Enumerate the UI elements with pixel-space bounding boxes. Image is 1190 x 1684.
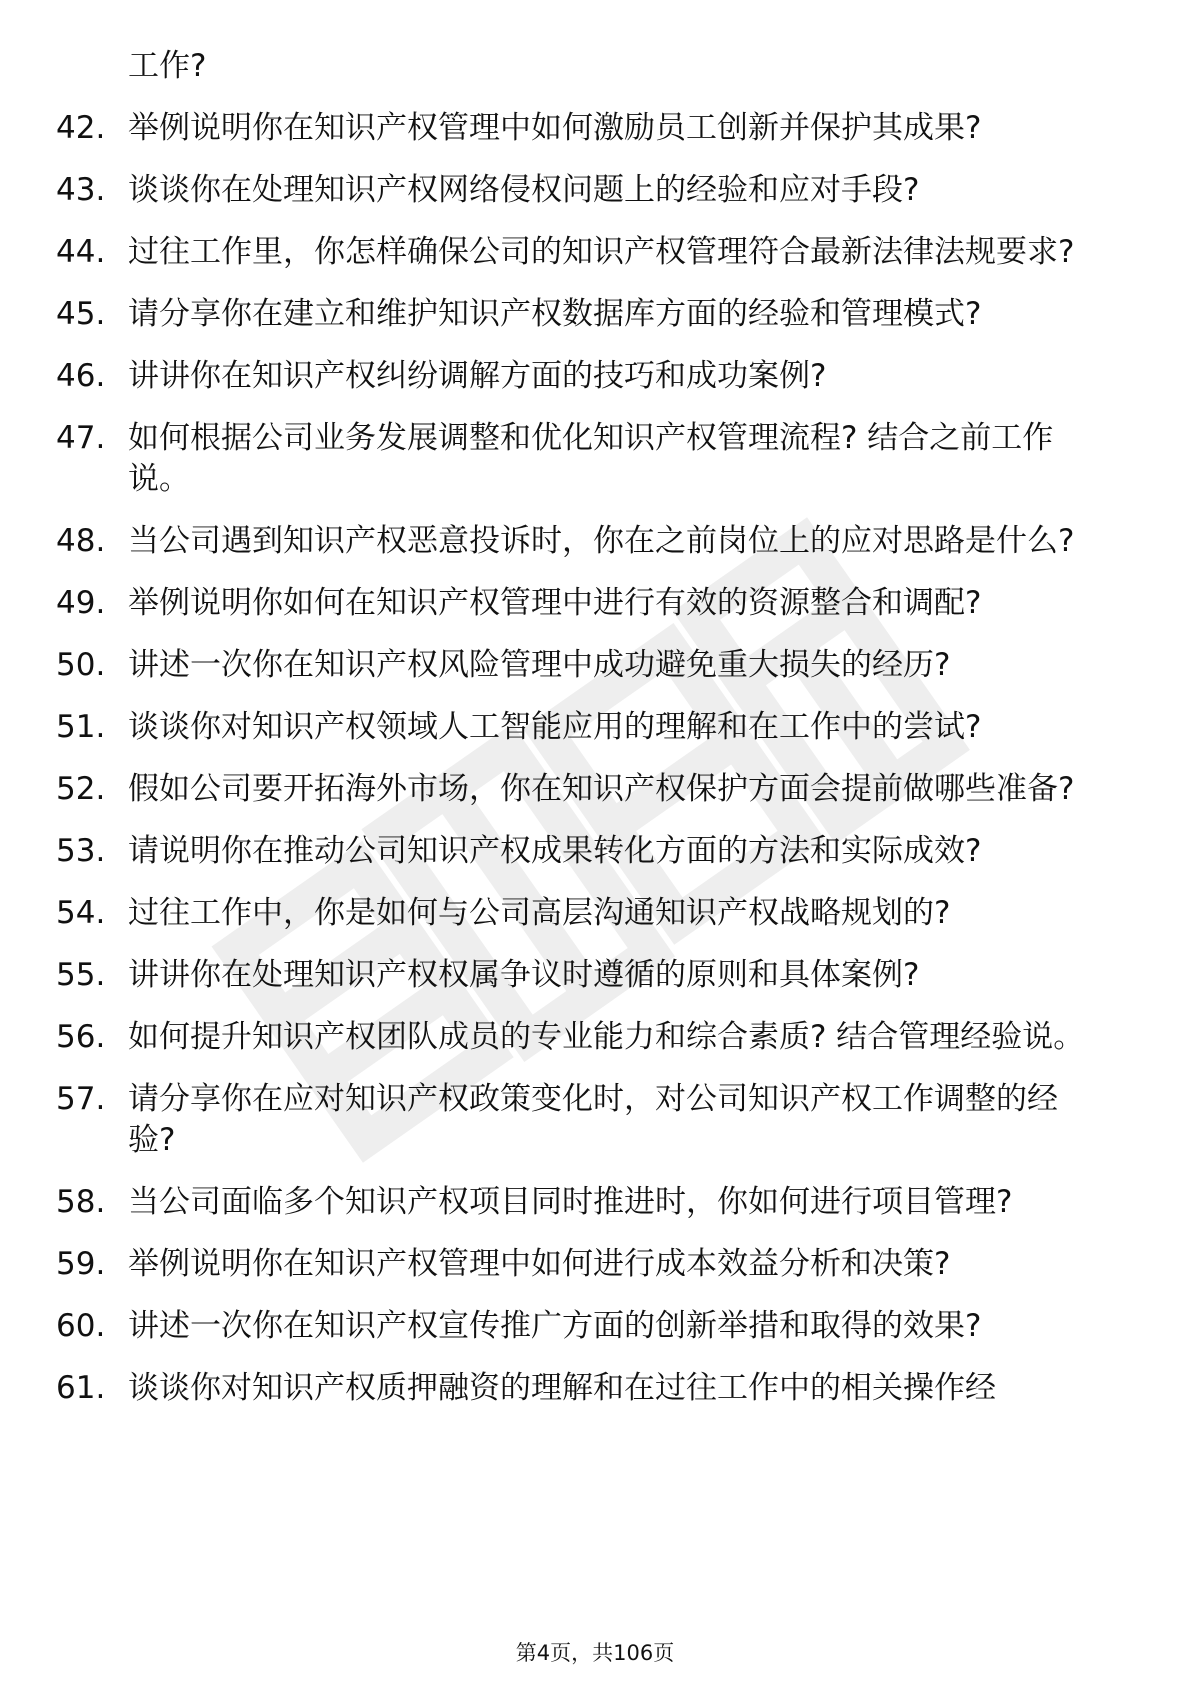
question-number: 49. [56, 585, 106, 621]
question-text: 如何提升知识产权团队成员的专业能力和综合素质? 结合管理经验说。 [128, 1019, 1085, 1055]
list-item [56, 108, 1116, 149]
question-text: 举例说明你在知识产权管理中如何进行成本效益分析和决策? [128, 1246, 951, 1282]
question-text: 讲讲你在处理知识产权权属争议时遵循的原则和具体案例? [128, 957, 920, 993]
question-text: 假如公司要开拓海外市场，你在知识产权保护方面会提前做哪些准备? [128, 771, 1075, 807]
question-text: 请说明你在推动公司知识产权成果转化方面的方法和实际成效? [128, 833, 982, 869]
list-item [56, 170, 1116, 211]
list-item [56, 769, 1116, 810]
list-item [56, 1017, 1116, 1058]
question-text: 举例说明你在知识产权管理中如何激励员工创新并保护其成果? [128, 110, 982, 146]
question-text: 过往工作中，你是如何与公司高层沟通知识产权战略规划的? [128, 895, 951, 931]
question-number: 60. [56, 1308, 106, 1344]
question-number: 53. [56, 833, 106, 869]
list-item [56, 232, 1116, 273]
list-item [56, 356, 1116, 397]
list-item [56, 955, 1116, 996]
question-text: 谈谈你对知识产权领域人工智能应用的理解和在工作中的尝试? [128, 709, 982, 745]
list-item [56, 1306, 1116, 1347]
question-text: 谈谈你在处理知识产权网络侵权问题上的经验和应对手段? [128, 172, 920, 208]
page-number-footer: 第4页，共106页 [515, 1641, 675, 1665]
question-text: 请分享你在应对知识产权政策变化时，对公司知识产权工作调整的经验? [128, 1081, 1058, 1158]
question-text: 当公司遇到知识产权恶意投诉时，你在之前岗位上的应对思路是什么? [128, 523, 1075, 559]
list-item [56, 1079, 1116, 1161]
question-text: 当公司面临多个知识产权项目同时推进时，你如何进行项目管理? [128, 1184, 1013, 1220]
question-number: 57. [56, 1081, 106, 1117]
list-item [56, 294, 1116, 335]
question-text: 如何根据公司业务发展调整和优化知识产权管理流程? 结合之前工作说。 [128, 420, 1054, 497]
question-number: 46. [56, 358, 106, 394]
question-list [56, 46, 1116, 1430]
question-number: 54. [56, 895, 106, 931]
list-item [56, 1368, 1116, 1409]
question-text: 请分享你在建立和维护知识产权数据库方面的经验和管理模式? [128, 296, 982, 332]
list-item [56, 831, 1116, 872]
question-number: 44. [56, 234, 106, 270]
list-item [56, 1182, 1116, 1223]
list-item [56, 1244, 1116, 1285]
list-item [56, 418, 1116, 500]
question-text: 过往工作里，你怎样确保公司的知识产权管理符合最新法律法规要求? [128, 234, 1075, 270]
question-text: 举例说明你如何在知识产权管理中进行有效的资源整合和调配? [128, 585, 982, 621]
question-number: 42. [56, 110, 106, 146]
question-number: 59. [56, 1246, 106, 1282]
list-item [56, 583, 1116, 624]
question-text: 谈谈你对知识产权质押融资的理解和在过往工作中的相关操作经 [128, 1370, 996, 1406]
question-text: 讲述一次你在知识产权宣传推广方面的创新举措和取得的效果? [128, 1308, 982, 1344]
question-number: 50. [56, 647, 106, 683]
question-number: 48. [56, 523, 106, 559]
list-item-continuation [56, 46, 1116, 87]
list-item [56, 521, 1116, 562]
question-text: 讲讲你在知识产权纠纷调解方面的技巧和成功案例? [128, 358, 827, 394]
question-text: 工作? [128, 48, 207, 84]
question-number: 43. [56, 172, 106, 208]
list-item [56, 893, 1116, 934]
question-number: 61. [56, 1370, 106, 1406]
question-number: 58. [56, 1184, 106, 1220]
question-number: 45. [56, 296, 106, 332]
list-item [56, 707, 1116, 748]
list-item [56, 645, 1116, 686]
question-number: 55. [56, 957, 106, 993]
question-number: 47. [56, 420, 106, 456]
question-number: 51. [56, 709, 106, 745]
question-number: 52. [56, 771, 106, 807]
question-number: 56. [56, 1019, 106, 1055]
question-text: 讲述一次你在知识产权风险管理中成功避免重大损失的经历? [128, 647, 951, 683]
